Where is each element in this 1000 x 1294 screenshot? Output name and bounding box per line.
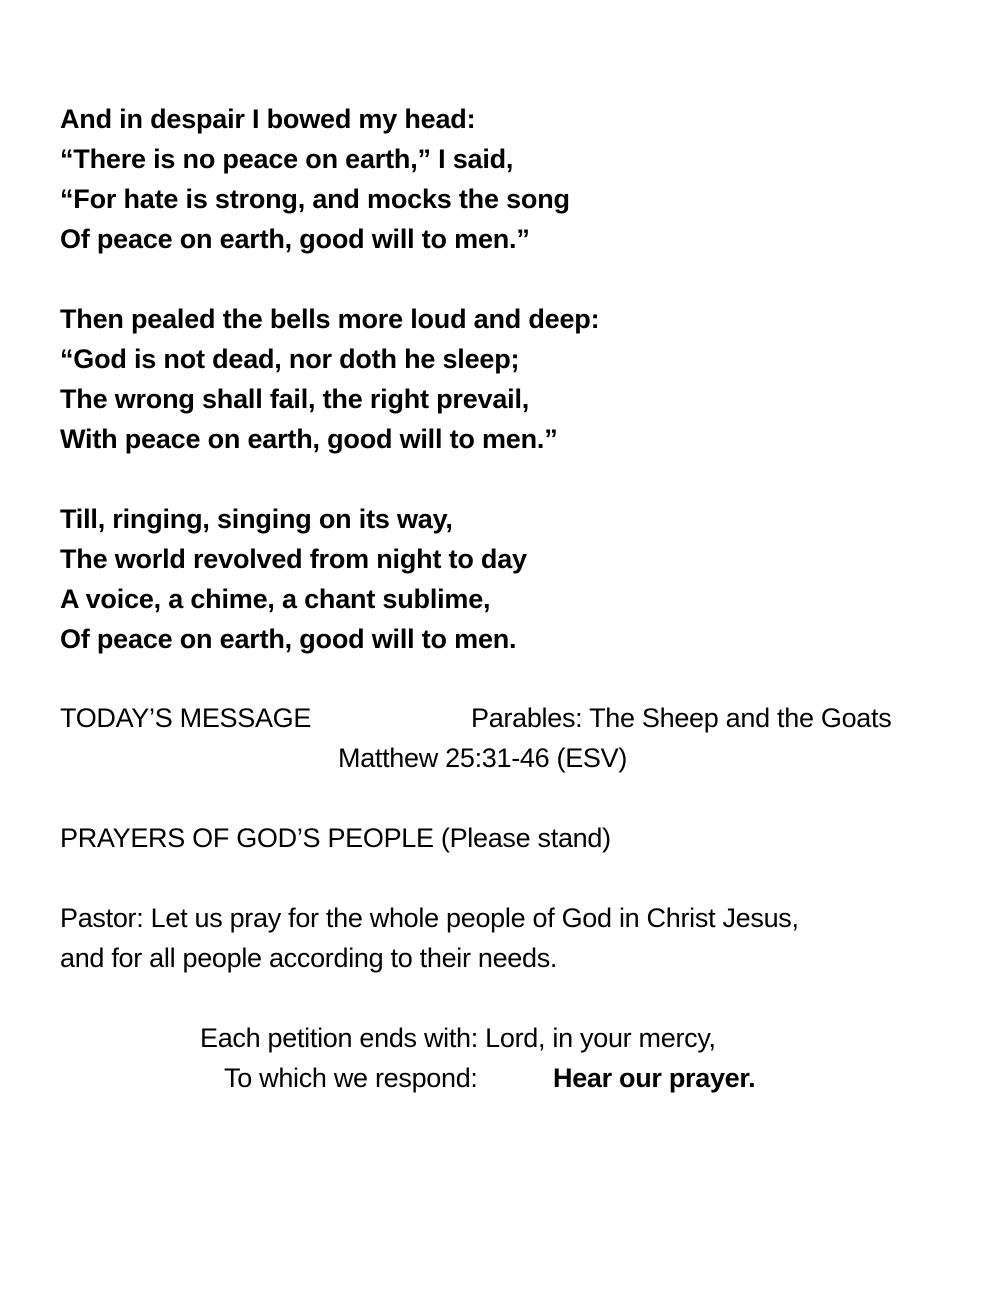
- hymn-stanza-2: [60, 299, 599, 459]
- hymn-stanza-1: [60, 99, 570, 259]
- stanza-line: “God is not dead, nor doth he sleep;: [60, 344, 520, 374]
- message-heading: TODAY’S MESSAGE: [60, 703, 312, 733]
- hymn-stanza-3: [60, 499, 527, 659]
- stanza-line: The world revolved from night to day: [60, 544, 527, 574]
- stanza-line: Of peace on earth, good will to men.: [60, 624, 517, 654]
- message-title: Parables: The Sheep and the Goats: [471, 703, 892, 733]
- stanza-line: A voice, a chime, a chant sublime,: [60, 584, 491, 614]
- respond-label: To which we respond:: [224, 1063, 478, 1093]
- stanza-line: Then pealed the bells more loud and deep:: [60, 304, 600, 334]
- stanza-line: Of peace on earth, good will to men.”: [60, 224, 530, 254]
- prayers-heading: PRAYERS OF GOD’S PEOPLE (Please stand): [60, 823, 611, 853]
- stanza-line: With peace on earth, good will to men.”: [60, 424, 558, 454]
- petition-line: Each petition ends with: Lord, in your mercy,: [200, 1023, 716, 1053]
- stanza-line: “For hate is strong, and mocks the song: [60, 184, 570, 214]
- message-reference: Matthew 25:31-46 (ESV): [338, 743, 628, 773]
- stanza-line: And in despair I bowed my head:: [60, 104, 476, 134]
- pastor-line-2: and for all people according to their needs.: [60, 943, 558, 973]
- stanza-line: The wrong shall fail, the right prevail,: [60, 384, 530, 414]
- stanza-line: Till, ringing, singing on its way,: [60, 504, 453, 534]
- response-text: Hear our prayer.: [553, 1063, 756, 1093]
- pastor-line-1: Pastor: Let us pray for the whole people of God in Christ Jesus,: [60, 903, 799, 933]
- stanza-line: “There is no peace on earth,” I said,: [60, 144, 514, 174]
